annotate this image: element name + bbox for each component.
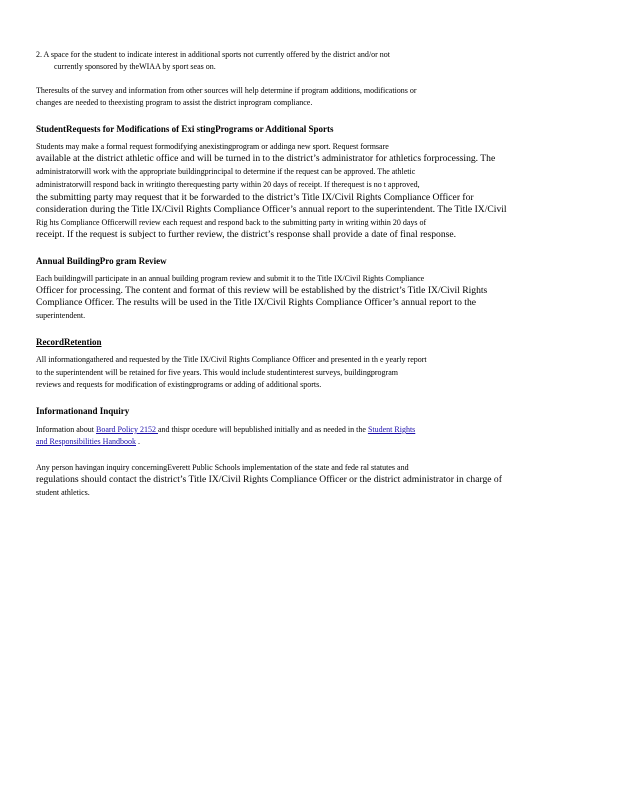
student-requests-line: administratorwill work with the appropriate buildingprincipal to determine if the request can be approved. The athletic bbox=[36, 167, 416, 176]
info-text-mid: and thispr ocedure will bepublished initially and as needed in the bbox=[157, 425, 368, 434]
annual-review-line: Officer for processing. The content and format of this review will be established by the district’s Title IX/Civil Rights bbox=[36, 285, 488, 296]
record-retention-heading: RecordRetention bbox=[36, 337, 102, 347]
results-line2: changes are needed to theexisting program to assist the district inprogram compliance. bbox=[36, 98, 313, 107]
annual-review-heading: Annual BuildingPro gram Review bbox=[36, 256, 167, 266]
info-text-pre: Information about bbox=[36, 425, 96, 434]
student-requests-line: the submitting party may request that it be forwarded to the district’s Title IX/Civil Rights Compliance Officer for bbox=[36, 192, 474, 203]
info-text-post: . bbox=[136, 437, 140, 446]
student-requests-line: receipt. If the request is subject to further review, the district’s response shall provide a date of final response. bbox=[36, 229, 457, 240]
inquiry-line: Any person havingan inquiry concerningEverett Public Schools implementation of the state and fede ral statutes and bbox=[36, 463, 409, 472]
inquiry-line: regulations should contact the district’s Title IX/Civil Rights Compliance Officer or the district administrator in charge of bbox=[36, 474, 502, 485]
record-retention-line: to the superintendent will be retained for five years. This would include studentinterest surveys, buildingprogram bbox=[36, 368, 398, 377]
info-inquiry-line1 bbox=[36, 425, 564, 435]
annual-review-line: Compliance Officer. The results will be used in the Title IX/Civil Rights Compliance Officer’s annual report to the bbox=[36, 297, 476, 308]
student-rights-handbook-link[interactable]: and Responsibilities Handbook bbox=[36, 437, 136, 446]
results-line1: Theresults of the survey and information from other sources will help determine if program additions, modifications or bbox=[36, 86, 417, 95]
item2-line1: 2. A space for the student to indicate interest in additional sports not currently offered by the district and/or not bbox=[36, 50, 390, 59]
board-policy-link[interactable]: Board Policy 2152 bbox=[95, 425, 158, 434]
student-requests-line: consideration during the Title IX/Civil Rights Compliance Officer’s annual report to the superintendent. The Title IX/Civil bbox=[36, 204, 507, 215]
item2-line2: currently sponsored by theWIAA by sport seas on. bbox=[54, 62, 216, 71]
info-inquiry-line2 bbox=[36, 437, 564, 447]
info-inquiry-heading: Informationand Inquiry bbox=[36, 406, 130, 416]
student-requests-line: Rig hts Compliance Officerwill review each request and respond back to the submitting party in writing within 20 days of bbox=[36, 218, 427, 227]
student-requests-line: administratorwill respond back in writingto therequesting party within 20 days of receipt. If therequest is no t approved, bbox=[36, 180, 420, 189]
student-requests-heading: StudentRequests for Modifications of Exi stingPrograms or Additional Sports bbox=[36, 124, 334, 134]
student-requests-line: available at the district athletic office and will be turned in to the district’s administrator for athletics forprocessing. The bbox=[36, 153, 496, 164]
student-rights-link[interactable]: Student Rights bbox=[367, 425, 416, 434]
inquiry-line: student athletics. bbox=[36, 488, 90, 497]
student-requests-line: Students may make a formal request formodifying anexistingprogram or addinga new sport. Request formsare bbox=[36, 142, 389, 151]
annual-review-line: Each buildingwill participate in an annual building program review and submit it to the Title IX/Civil Rights Compliance bbox=[36, 274, 425, 283]
record-retention-line: All informationgathered and requested by the Title IX/Civil Rights Compliance Officer and presented in th e yearly report bbox=[36, 355, 427, 364]
annual-review-line: superintendent. bbox=[36, 311, 86, 320]
record-retention-line: reviews and requests for modification of existingprograms or adding of additional sports. bbox=[36, 380, 322, 389]
